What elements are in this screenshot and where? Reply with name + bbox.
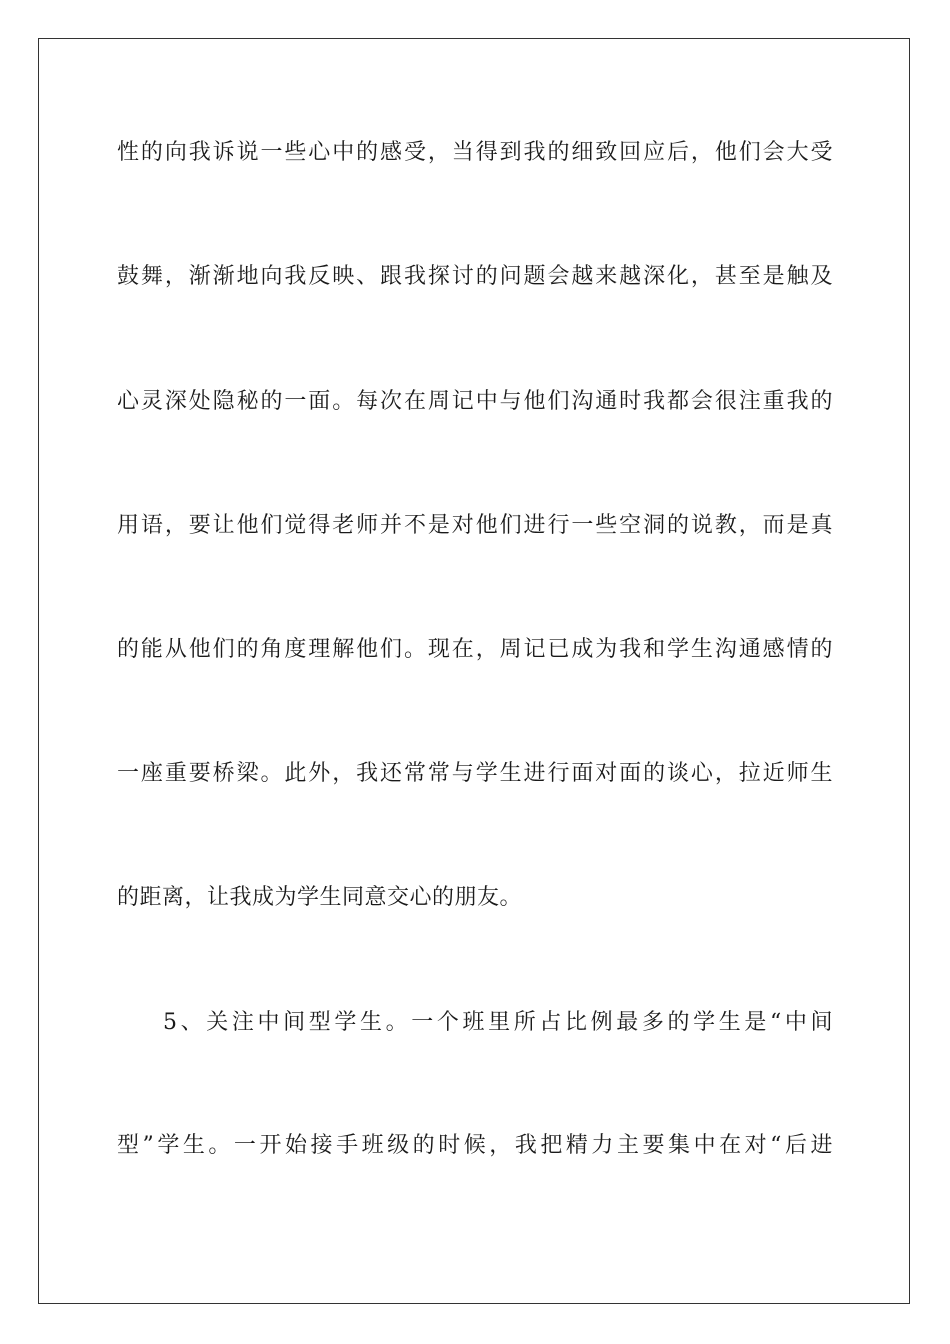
paragraph-line: 鼓舞，渐渐地向我反映、跟我探讨的问题会越来越深化，甚至是触及	[117, 264, 833, 289]
paragraph-line: 心灵深处隐秘的一面。每次在周记中与他们沟通时我都会很注重我的	[117, 389, 833, 414]
paragraph-line: 型”学生。一开始接手班级的时候，我把精力主要集中在对“后进	[117, 1133, 833, 1158]
paragraph-line: 性的向我诉说一些心中的感受，当得到我的细致回应后，他们会大受	[117, 140, 833, 165]
paragraph-line: 的距离，让我成为学生同意交心的朋友。	[117, 885, 523, 910]
paragraph-line: 的能从他们的角度理解他们。现在，周记已成为我和学生沟通感情的	[117, 637, 833, 662]
paragraph-line: 用语，要让他们觉得老师并不是对他们进行一些空洞的说教，而是真	[117, 513, 833, 538]
page-border	[38, 38, 910, 1304]
paragraph-line: 一座重要桥梁。此外，我还常常与学生进行面对面的谈心，拉近师生	[117, 761, 833, 786]
paragraph-line: 5、关注中间型学生。一个班里所占比例最多的学生是“中间	[163, 1010, 833, 1035]
